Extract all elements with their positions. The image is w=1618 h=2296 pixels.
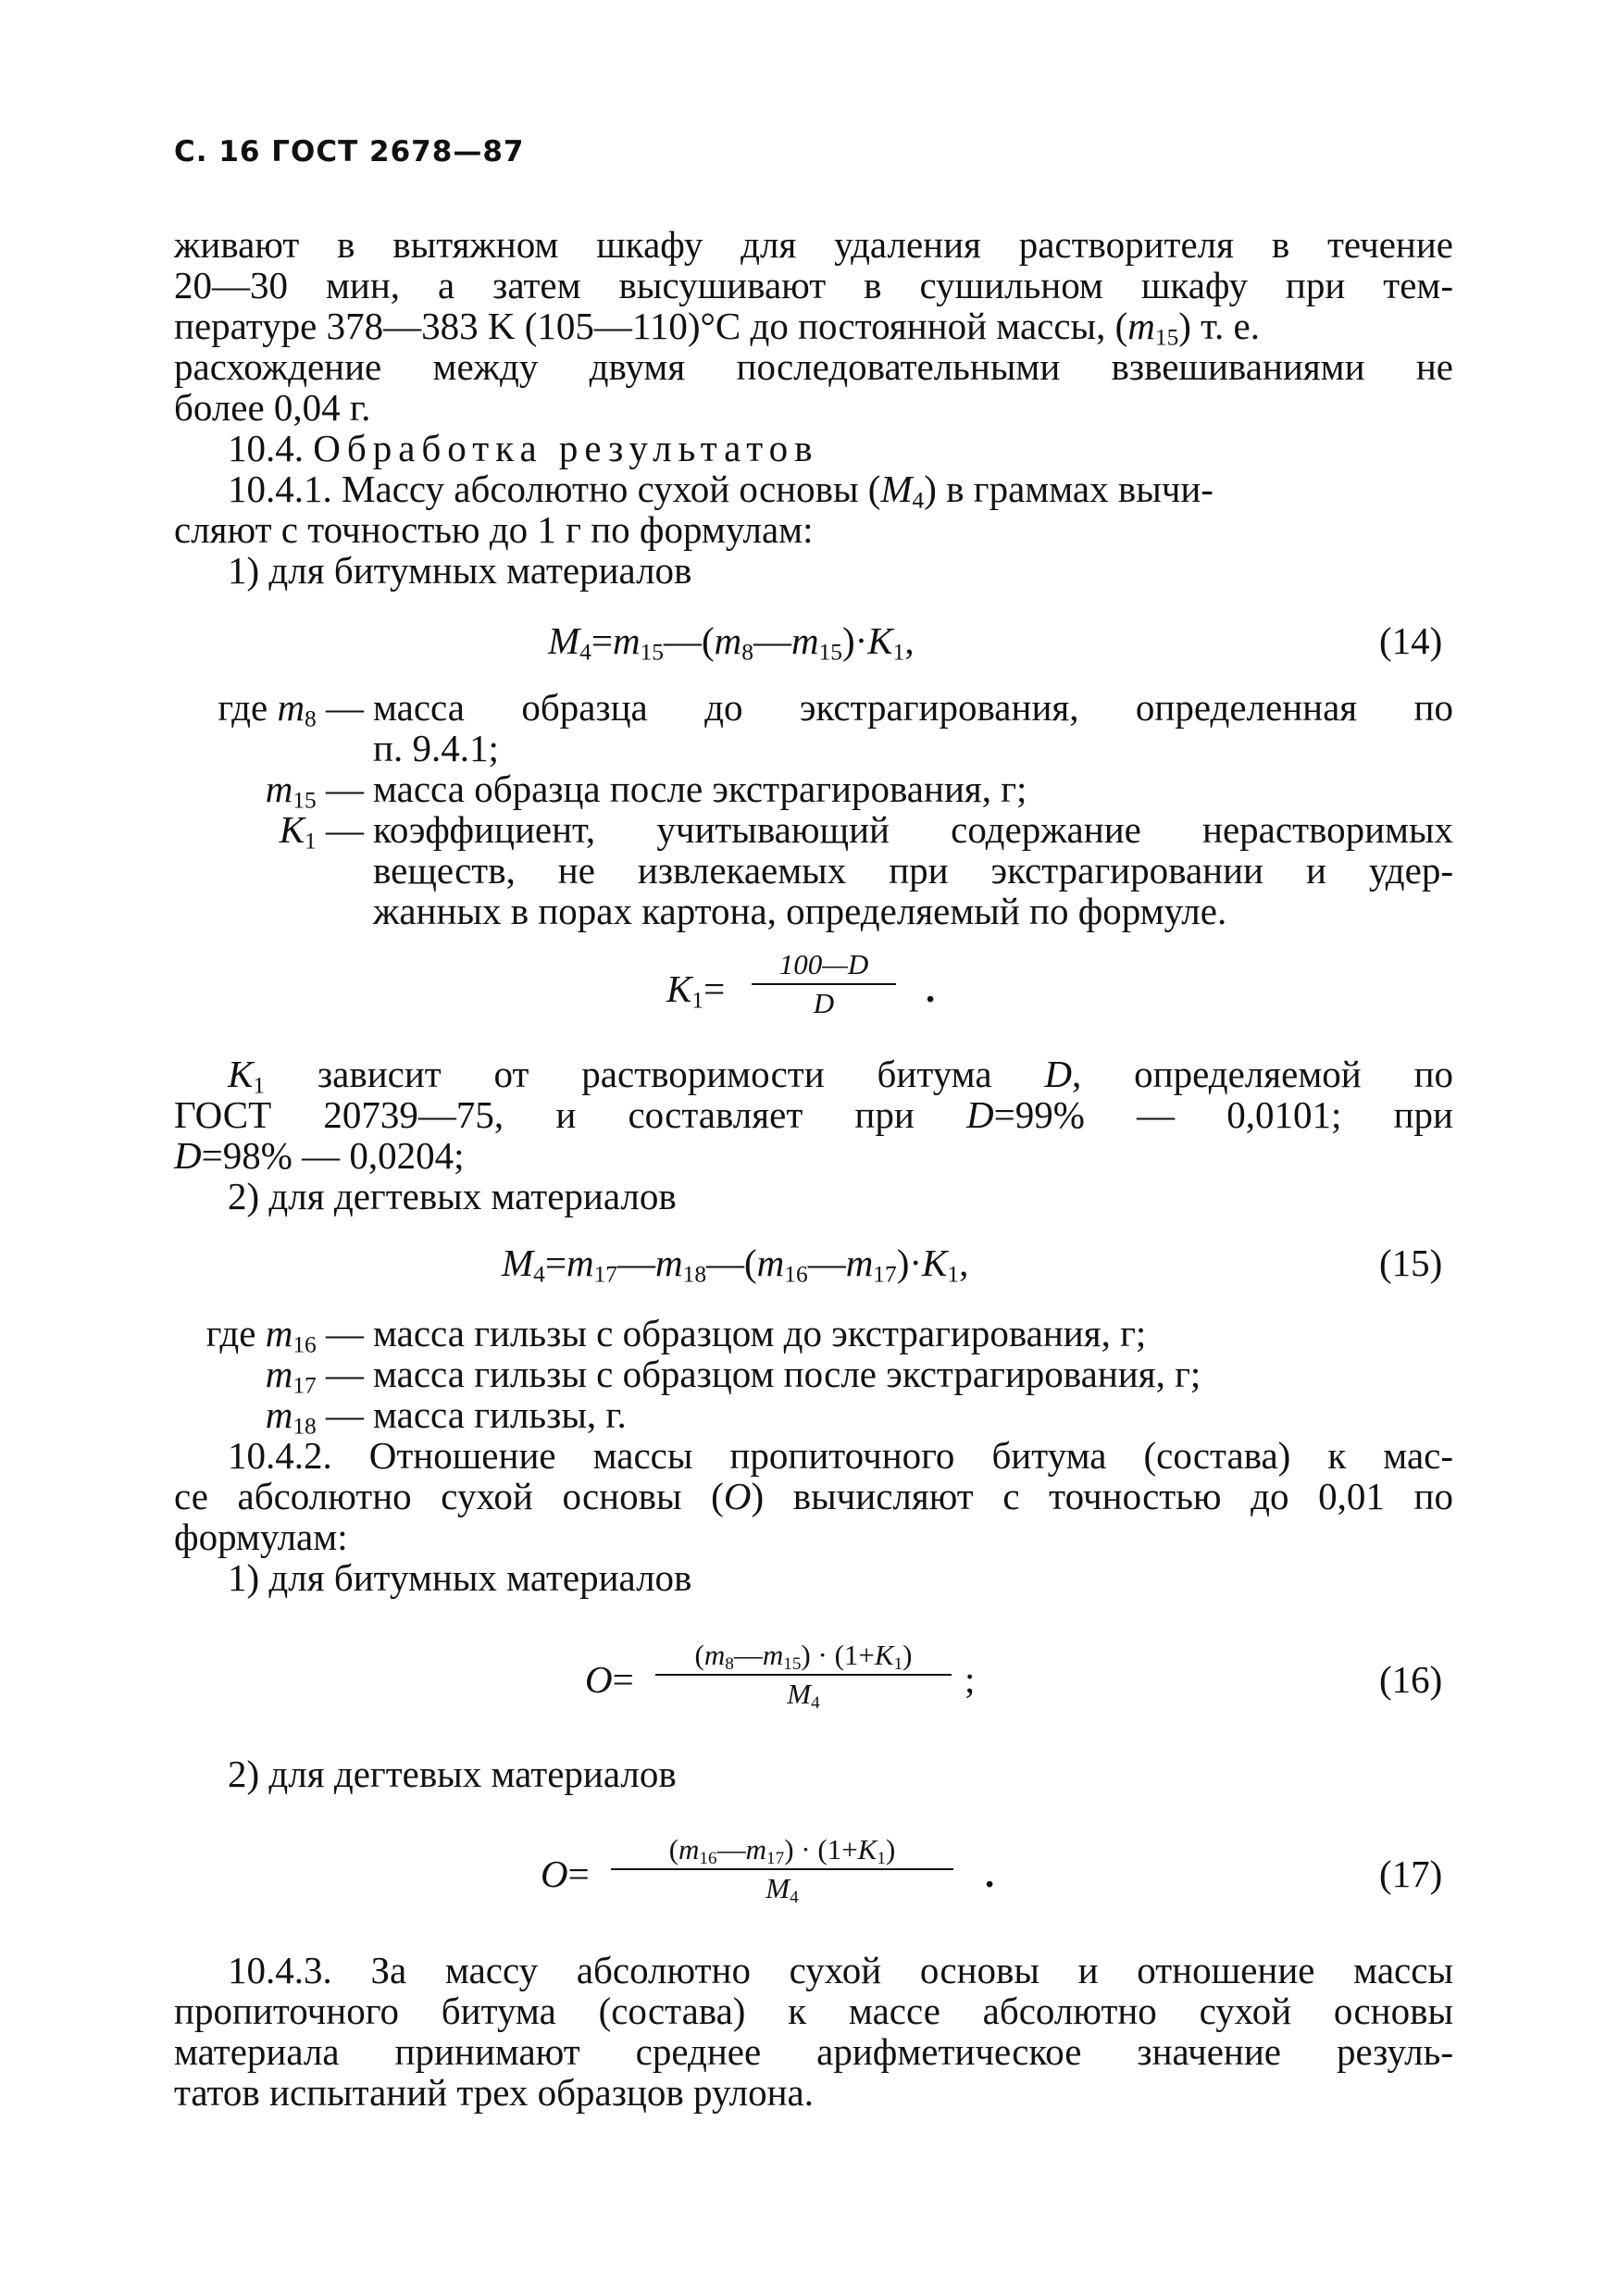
section-title <box>228 426 819 470</box>
text-line: материала принимают среднее арифметическое значение резуль- <box>174 2030 1453 2073</box>
where-term: где $m_8$ — <box>218 686 364 732</box>
definition-text: веществ, не извлекаемых при экстрагировании и удер- <box>373 849 1453 892</box>
text-span: 10.4.1. Массу абсолютно сухой основы ( <box>228 468 881 510</box>
text-line: 10.4.2. Отношение массы пропиточного битума (состава) к мас- <box>228 1434 1453 1477</box>
text-line: пературе 378—383 K (105—110)°C до постоянной массы, $(m_{15})$ т. е. <box>174 305 1260 351</box>
eq16-fraction <box>655 1639 952 1711</box>
text-line: татов испытаний трех образцов рулона. <box>174 2071 814 2114</box>
section-title-text: Обработка результатов <box>313 427 819 469</box>
text-line: расхождение между двумя последовательными взвешиваниями не <box>174 345 1453 388</box>
where-term: $m_{17}$ — <box>265 1353 364 1399</box>
equation-15: $M_4=m_{17}—m_{18}—(m_{16}—m_{17})\cdot K_1$, <box>502 1242 969 1288</box>
text-line: $K_1$ зависит от растворимости битума D, определяемой по <box>228 1053 1454 1099</box>
text-span: где <box>218 686 268 729</box>
text-span: ) вычисляют с точностью до 0,01 по <box>751 1475 1453 1517</box>
fraction-denominator: $M_4$ <box>765 1872 799 1907</box>
definition-text: масса гильзы с образцом после экстрагирования, г; <box>373 1353 1201 1395</box>
text-line: пропиточного битума (состава) к массе абсолютно сухой основы <box>174 1990 1453 2032</box>
equation-number: (15) <box>1379 1242 1443 1284</box>
k1-fraction <box>752 948 896 1020</box>
equation-number: (14) <box>1379 619 1443 662</box>
where-term: $K_1$ — <box>279 808 364 855</box>
definition-dash: — <box>316 1312 364 1354</box>
text-line: 1) для битумных материалов <box>228 1556 692 1599</box>
section-number: 10.4. <box>228 427 304 469</box>
text-span: определяемой по <box>1134 1053 1454 1095</box>
text-span: 98% — 0,0204; <box>222 1134 465 1177</box>
text-line: формулам: <box>174 1516 348 1558</box>
fraction-numerator: 100—D <box>778 948 869 980</box>
text-span: где <box>205 1312 256 1354</box>
text-line: сляют с точностью до 1 г по формулам: <box>174 508 814 551</box>
definition-text: масса образца до экстрагирования, определенная по <box>373 686 1453 729</box>
text-line: 1) для битумных материалов <box>228 549 692 592</box>
text-line: ГОСТ 20739—75, и составляет при D=99% — 0,0101; при <box>174 1093 1454 1136</box>
definition-dash: — <box>316 686 364 729</box>
definition-dash: — <box>316 808 364 851</box>
definition-dash: — <box>316 767 364 810</box>
eq17-lhs: O= <box>541 1853 590 1895</box>
text-line: 10.4.3. За массу абсолютно сухой основы и отношение массы <box>228 1949 1453 1991</box>
text-line: 2) для дегтевых материалов <box>228 1175 677 1217</box>
definition-text: масса гильзы, г. <box>373 1393 627 1436</box>
fraction-bar <box>655 1674 952 1676</box>
definition-text: масса гильзы с образцом до экстрагирования, г; <box>373 1312 1147 1354</box>
text-span: пературе 378—383 K (105—110)°C до постоянной массы, ( <box>174 305 1128 347</box>
fraction-bar <box>611 1868 953 1870</box>
text-line: 20—30 мин, а затем высушивают в сушильном шкафу при тем- <box>174 264 1453 306</box>
fraction-denominator: $M_4$ <box>787 1678 820 1713</box>
fraction-numerator: $(m_8—m_{15}) \cdot (1+K_1)$ <box>694 1639 913 1674</box>
page-header: С. 16 ГОСТ 2678—87 <box>174 135 525 168</box>
text-span: т. е. <box>1201 305 1260 347</box>
where-term: $m_{18}$ — <box>265 1393 364 1440</box>
text-line: более 0,04 г. <box>174 386 371 429</box>
text-line: 2) для дегтевых материалов <box>228 1753 677 1795</box>
where-term: $m_{15}$ — <box>265 767 364 814</box>
text-line: се абсолютно сухой основы (O) вычисляют с точностью до 0,01 по <box>174 1475 1453 1517</box>
text-span: 99% — 0,0101; при <box>1014 1093 1454 1136</box>
definition-text: масса образца после экстрагирования, г; <box>373 767 1027 810</box>
equation-number: (16) <box>1379 1658 1443 1701</box>
equation-number: (17) <box>1379 1853 1443 1895</box>
k1-formula-lhs: $K_1=$ <box>666 967 726 1014</box>
formula-tail: ; <box>965 1658 976 1701</box>
definition-text: коэффициент, учитывающий содержание нерастворимых <box>373 808 1453 851</box>
text-line: 10.4.1. Массу абсолютно сухой основы $(M_4)$ в граммах вычи- <box>228 468 1214 514</box>
formula-tail: . <box>985 1853 995 1895</box>
eq16-lhs: O= <box>585 1658 634 1701</box>
text-span: зависит от растворимости битума <box>317 1053 992 1095</box>
text-span: ГОСТ 20739—75, и составляет при <box>174 1093 915 1136</box>
eq17-fraction <box>611 1833 953 1905</box>
fraction-bar <box>752 983 896 985</box>
definition-text: п. 9.4.1; <box>373 727 499 769</box>
text-line: D=98% — 0,0204; <box>174 1134 465 1177</box>
text-line: живают в вытяжном шкафу для удаления растворителя в течение <box>174 223 1453 266</box>
definition-dash: — <box>316 1393 364 1436</box>
fraction-denominator: D <box>813 987 835 1019</box>
text-span: ) в граммах вычи- <box>924 468 1214 510</box>
definition-text: жанных в порах картона, определяемый по формуле. <box>373 890 1227 932</box>
text-span: се абсолютно сухой основы ( <box>174 1475 724 1517</box>
where-term: где $m_{16}$ — <box>205 1312 364 1358</box>
formula-tail: . <box>926 967 936 1010</box>
definition-dash: — <box>316 1353 364 1395</box>
equation-14: $M_4=m_{15}—(m_8—m_{15})\cdot K_1$, <box>548 619 915 666</box>
fraction-numerator: $(m_{16}—m_{17}) \cdot (1+K_1)$ <box>668 1833 896 1868</box>
